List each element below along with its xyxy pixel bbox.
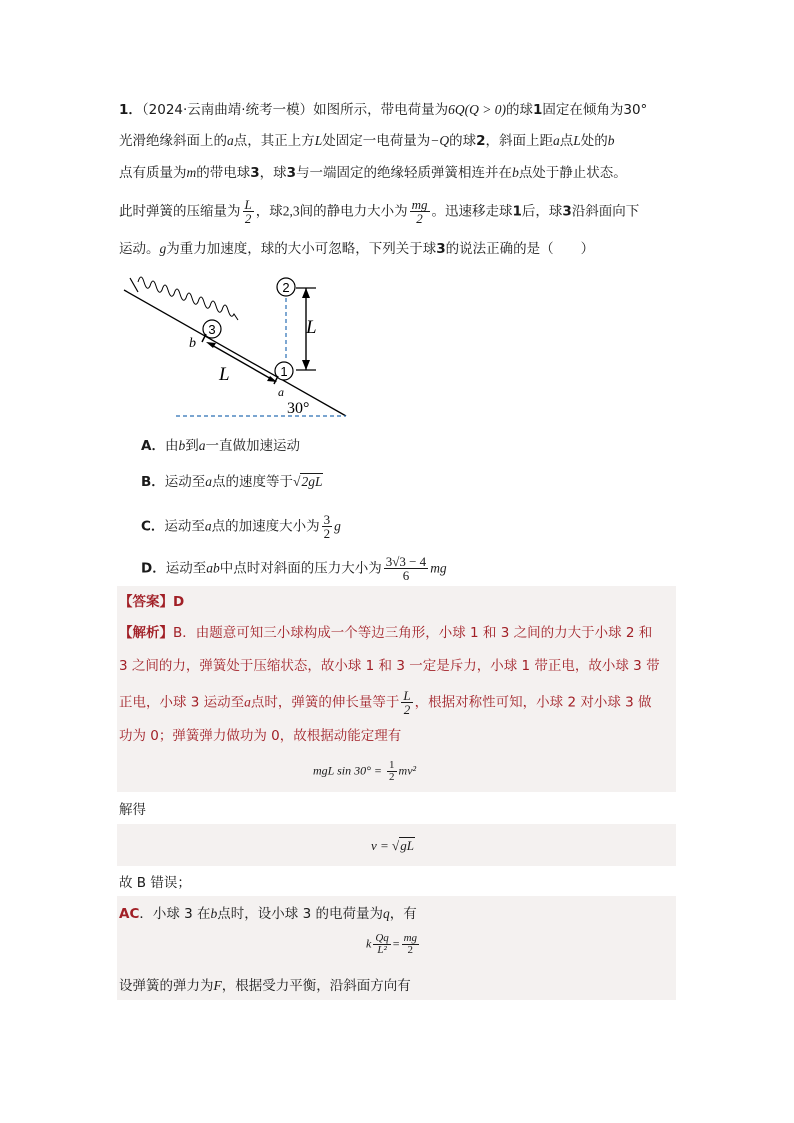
- equation-energy: mgL sin 30° = $\frac{1}{2}$ mv²: [313, 759, 417, 783]
- spring: [138, 277, 238, 320]
- analysis-line-3: 正电，小球 3 运动至a点时，弹簧的伸长量等于 $\frac{L}{2}$ ，根据对称性可知，小球 2 对小球 3 做: [119, 688, 652, 717]
- option-d: D．运动至ab中点时对斜面的压力大小为 $\frac{3√3 - 4}{6}$ mg: [141, 554, 447, 583]
- option-b: B．运动至a点的速度等于√2gL: [141, 474, 323, 490]
- spring-mount: [130, 278, 138, 292]
- arrowhead-down: [302, 360, 310, 370]
- incline-figure: [118, 274, 354, 424]
- analysis-last-line: 设弹簧的弹力为F，根据受力平衡，沿斜面方向有: [119, 978, 411, 994]
- fraction-L-over-2-analysis: $\frac{L}{2}$: [403, 688, 411, 717]
- answer-label: 【答案】D: [119, 594, 185, 610]
- analysis-line-4: 功为 0；弹簧弹力做功为 0，故根据动能定理有: [119, 728, 402, 744]
- analysis-line-2: 3 之间的力，弹簧处于压缩状态，故小球 1 和 3 一定是斥力，小球 1 带正电，故小球 3 带: [119, 658, 660, 674]
- fraction-L-over-2: $\frac{L}{2}$: [244, 197, 252, 226]
- question-line-2: 光滑绝缘斜面上的a点，其正上方L处固定一电荷量为−Q的球2，斜面上距a点L处的b: [119, 133, 615, 149]
- ball-3-label: 3: [208, 322, 216, 337]
- equation-coulomb: k $\frac{Qq}{\text{L²}}$ = $\frac{mg}{2}$: [366, 932, 418, 956]
- conclusion-b-wrong: 故 B 错误；: [119, 875, 191, 891]
- question-line-1: 1．（2024·云南曲靖·统考一模）如图所示，带电荷量为6Q(Q > 0)的球1固定在倾角为30°: [119, 102, 648, 118]
- label-L-vertical: L: [306, 317, 317, 338]
- question-line-3: 点有质量为m的带电球3，球3与一端固定的绝缘轻质弹簧相连并在b点处于静止状态。: [119, 165, 627, 181]
- ball-2-label: 2: [282, 280, 290, 295]
- question-line-4: 此时弹簧的压缩量为 $\frac{L}{2}$ ，球2,3间的静电力大小为 $\frac{mg}{2}$ 。迅速移走球1后，球3沿斜面向下: [119, 197, 640, 226]
- arrowhead-up: [302, 288, 310, 298]
- fraction-mg-over-2: $\frac{mg}{2}$: [411, 197, 428, 226]
- jiede-label: 解得: [119, 802, 146, 818]
- label-a: a: [278, 385, 284, 399]
- label-L-slope: L: [219, 364, 230, 385]
- label-b: b: [189, 336, 196, 351]
- analysis-line-1: 【解析】B．由题意可知三小球构成一个等边三角形，小球 1 和 3 之间的力大于小球 2 和: [119, 625, 653, 641]
- option-a: A．由b到a一直做加速运动: [141, 438, 300, 454]
- option-c: C．运动至a点的加速度大小为 $\frac{3}{2}$ g: [141, 512, 341, 541]
- fraction-d: $\frac{3√3 - 4}{6}$: [385, 554, 427, 583]
- question-line-5: 运动。g为重力加速度，球的大小可忽略，下列关于球3的说法正确的是（ ）: [119, 241, 595, 257]
- fraction-3-over-2: $\frac{3}{2}$: [323, 512, 331, 541]
- analysis-ac-line: AC．小球 3 在b点时，设小球 3 的电荷量为q，有: [119, 906, 417, 922]
- incline-surface: [124, 290, 346, 416]
- ball-1-label: 1: [280, 364, 288, 379]
- label-angle: 30°: [287, 400, 310, 417]
- equation-velocity: v = √gL: [371, 838, 414, 853]
